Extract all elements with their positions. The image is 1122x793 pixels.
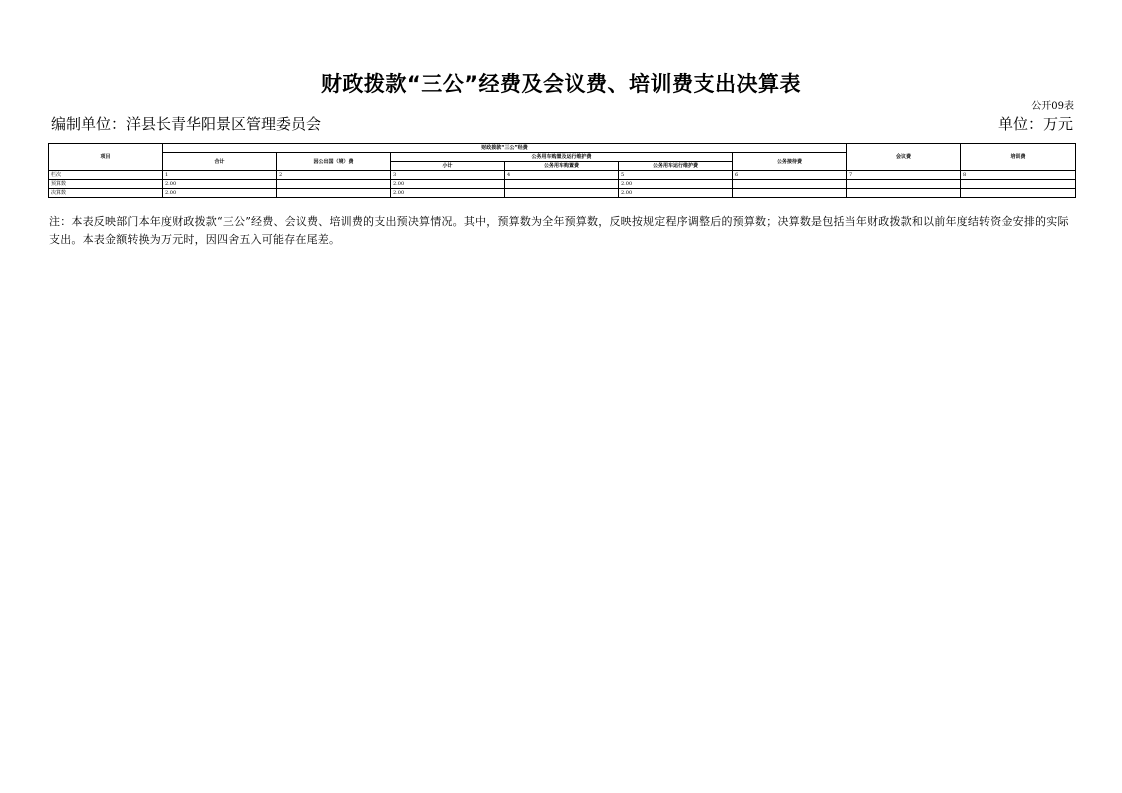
cell-reception: [733, 180, 847, 189]
cell-subtotal: 2.00: [391, 189, 505, 198]
cell-vehicle-operate: 5: [619, 171, 733, 180]
header-abroad: 因公出国（境）费: [277, 153, 391, 171]
header-item: 项目: [49, 144, 163, 171]
form-code: 公开09表: [1031, 101, 1074, 112]
cell-subtotal: 2.00: [391, 180, 505, 189]
header-vehicle: 公务用车购置及运行维护费: [391, 153, 733, 162]
header-row-1: [49, 144, 1076, 153]
header-total: 合计: [163, 153, 277, 171]
header-vehicle-purchase: 公务用车购置费: [505, 162, 619, 171]
cell-vehicle-purchase: 4: [505, 171, 619, 180]
header-meeting: 会议费: [847, 144, 961, 171]
page-title: 财政拨款“三公”经费及会议费、培训费支出决算表: [320, 72, 802, 96]
cell-total: 1: [163, 171, 277, 180]
cell-reception: 6: [733, 171, 847, 180]
row-label: 预算数: [49, 180, 163, 189]
row-label: 栏次: [49, 171, 163, 180]
header-training: 培训费: [961, 144, 1076, 171]
cell-training: 8: [961, 171, 1076, 180]
header-three-public: 财政拨款“三公”经费: [163, 144, 847, 153]
cell-vehicle-operate: 2.00: [619, 180, 733, 189]
cell-vehicle-purchase: [505, 189, 619, 198]
cell-total: 2.00: [163, 189, 277, 198]
cell-training: [961, 189, 1076, 198]
cell-meeting: [847, 180, 961, 189]
table-row: [49, 189, 1076, 198]
cell-reception: [733, 189, 847, 198]
header-vehicle-operate: 公务用车运行维护费: [619, 162, 733, 171]
cell-abroad: 2: [277, 171, 391, 180]
header-reception: 公务接待费: [733, 153, 847, 171]
cell-vehicle-operate: 2.00: [619, 189, 733, 198]
cell-meeting: 7: [847, 171, 961, 180]
cell-vehicle-purchase: [505, 180, 619, 189]
row-label: 决算数: [49, 189, 163, 198]
header-subtotal: 小计: [391, 162, 505, 171]
currency-unit: 单位：万元: [997, 115, 1073, 133]
compiling-unit: 编制单位：洋县长青华阳景区管理委员会: [51, 115, 322, 133]
cell-total: 2.00: [163, 180, 277, 189]
cell-abroad: [277, 189, 391, 198]
table-row: [49, 180, 1076, 189]
cell-training: [961, 180, 1076, 189]
table-row: [49, 171, 1076, 180]
expenditure-table: [48, 143, 1076, 198]
cell-meeting: [847, 189, 961, 198]
footnote: 注：本表反映部门本年度财政拨款“三公”经费、会议费、培训费的支出预决算情况。其中，预算数为全年预算数，反映按规定程序调整后的预算数；决算数是包括当年财政拨款和以前年度结转资金安排的实际支出。本表金额转换为万元时，因四舍五入可能存在尾差。: [49, 215, 1069, 246]
cell-abroad: [277, 180, 391, 189]
cell-subtotal: 3: [391, 171, 505, 180]
